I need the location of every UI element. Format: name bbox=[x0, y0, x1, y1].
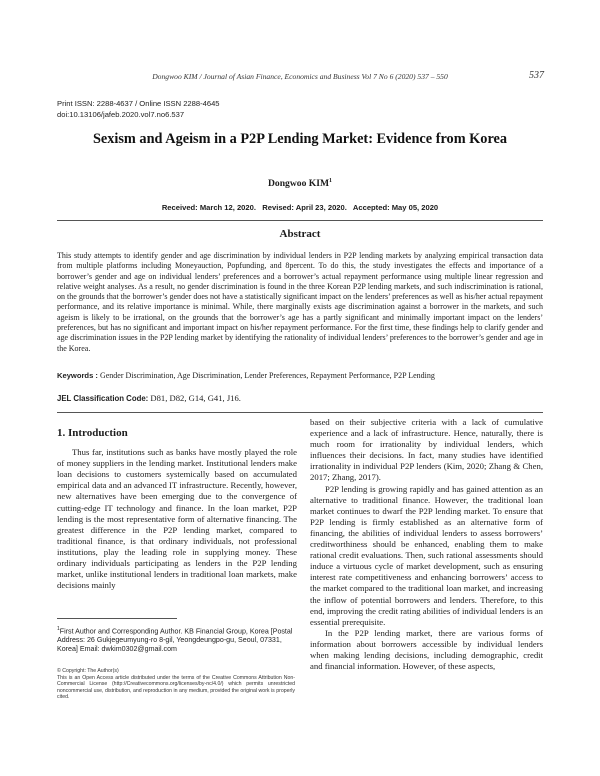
author-line bbox=[0, 178, 600, 189]
footnote-divider bbox=[57, 618, 177, 619]
jel-line bbox=[57, 393, 543, 403]
author-name: Dongwoo KIM bbox=[267, 178, 330, 190]
issn-block bbox=[57, 99, 220, 120]
column-left bbox=[57, 428, 297, 591]
issn-line: Print ISSN: 2288-4637 / Online ISSN 2288-4645 bbox=[57, 99, 220, 108]
submission-dates: Received: March 12, 2020. Revised: April 23, 2020. Accepted: May 05, 2020 bbox=[161, 203, 439, 212]
jel-text: D81, D82, G14, G41, J16. bbox=[148, 393, 241, 403]
keywords-text: Gender Discrimination, Age Discrimination, Lender Preferences, Repayment Performance, P2P Lending bbox=[97, 371, 435, 380]
intro-paragraph-2: P2P lending is growing rapidly and has gained attention as an alternative to traditional finance. However, the traditional loan market continues to dwarf the P2P lending market. To ensure that P2P lending is firmly established as an alternative form of financing, the abilities of individual lenders to assess borrowers’ creditworthiness should be enhanced, enabling them to make rational credit evaluations. Then, such rational assessments should induce a virtuous cycle of market development, such as ensuring interest rate competitiveness and enhancing borrowers’ access to the market compared to the traditional loan market, and increasing the inflow of potential borrowers and lenders. Therefore, to this end, improving the credit rating abilities of individual lenders is an essential prerequisite. bbox=[310, 483, 543, 627]
intro-paragraph-left: Thus far, institutions such as banks have mostly played the role of money suppliers in the lending market. Institutional lenders make loan decisions to customers systemically based on accumulated empirical data and an advanced IT infrastructure. Recently, however, new alternatives have been emerging due to the convergence of cutting-edge IT technology and finance. In the loan market, P2P lending is the most representative form of alternative financing. The greatest difference in the P2P lending market, compared to traditional finance, is that ordinary individuals, not professional institutions, play the leading role in supplying money. These ordinary individuals participating as lenders in the P2P lending market, unlike institutional lenders in traditional loan markets, make decisions mainly bbox=[57, 447, 297, 591]
running-head: Dongwoo KIM / Journal of Asian Finance, Economics and Business Vol 7 No 6 (2020) 537 – 550 bbox=[152, 72, 448, 81]
divider-bottom bbox=[57, 412, 543, 413]
column-right bbox=[310, 417, 543, 672]
keywords-line bbox=[57, 371, 543, 381]
author-footnote bbox=[57, 625, 295, 654]
copyright-line: © Copyright: The Author(s) bbox=[57, 668, 119, 674]
keywords-label: Keywords : bbox=[57, 371, 98, 380]
paper-title: Sexism and Ageism in a P2P Lending Market: Evidence from Korea bbox=[92, 131, 508, 147]
license-block bbox=[57, 668, 295, 701]
footnote-text: First Author and Corresponding Author. KB Financial Group, Korea [Postal Address: 26 Gukjegeumyung-ro 8-gil, Yeongdeungpo-gu, Seoul, 07331, Korea] Email: dwkim0302@gmail.com bbox=[57, 627, 293, 653]
section-heading-introduction: 1. Introduction bbox=[57, 427, 128, 439]
jel-label: JEL Classification Code: bbox=[57, 394, 149, 403]
intro-paragraph-3: In the P2P lending market, there are various forms of information about borrowers accessible by individual lenders when making lending decisions, including demographic, credit and financial information. However, of these aspects, bbox=[310, 627, 543, 672]
author-footnote-mark: 1 bbox=[329, 178, 333, 184]
doi-line: doi:10.13106/jafeb.2020.vol7.no6.537 bbox=[57, 109, 185, 119]
page-number: 537 bbox=[529, 70, 544, 81]
footnote-mark: 1 bbox=[57, 626, 60, 632]
license-text: This is an Open Access article distributed under the terms of the Creative Commons Attribution Non-Commercial License (http://Creativecommons.org/licenses/by-nc/4.0/) which permits unrestricted noncommercial use, distribution, and reproduction in any medium, provided the original work is properly cited. bbox=[57, 674, 295, 701]
abstract-heading: Abstract bbox=[279, 228, 321, 240]
abstract-body: This study attempts to identify gender and age discrimination by individual lenders in P2P lending markets by analyzing empirical transaction data from multiple platforms including Moneyauction, Popfunding, and 8percent. To do this, the study investigates the effects and importance of a borrower’s gender and age on individual lenders’ preferences and a borrower’s actual repayment performance using multiple linear regression and relative weight analyses. As a result, no gender discrimination is found in the three Korean P2P lending markets, and such indiscrimination is rational, on the grounds that the borrower’s gender does not have a statistically significant impact on the lenders’ preferences as well as his/her actual repayment performance, and its relative importance is minimal. While, there marginally exists age discrimination against a borrower in the markets, and such ageism is likely to be irrational, on the grounds that the borrower’s age has a partly significant and minimally important impact on the lenders’ preferences, but has no significant and important impact on his/her repayment performance. For the first time, these findings help to clarify gender and age discrimination issues in the P2P lending market by identifying the rationality of individual lenders’ preferences to the borrower’s gender and age in the Korea. bbox=[57, 251, 543, 353]
divider-top bbox=[57, 220, 543, 221]
intro-paragraph-continued: based on their subjective criteria with a lack of cumulative experience and a lack of infrastructure. Hence, naturally, there is much room for irrationality by individual lenders, which influences their decisions. In fact, many studies have identified irrationality in individual P2P lenders (Kim, 2020; Zhang & Chen, 2017; Zhang, 2017). bbox=[310, 417, 543, 483]
